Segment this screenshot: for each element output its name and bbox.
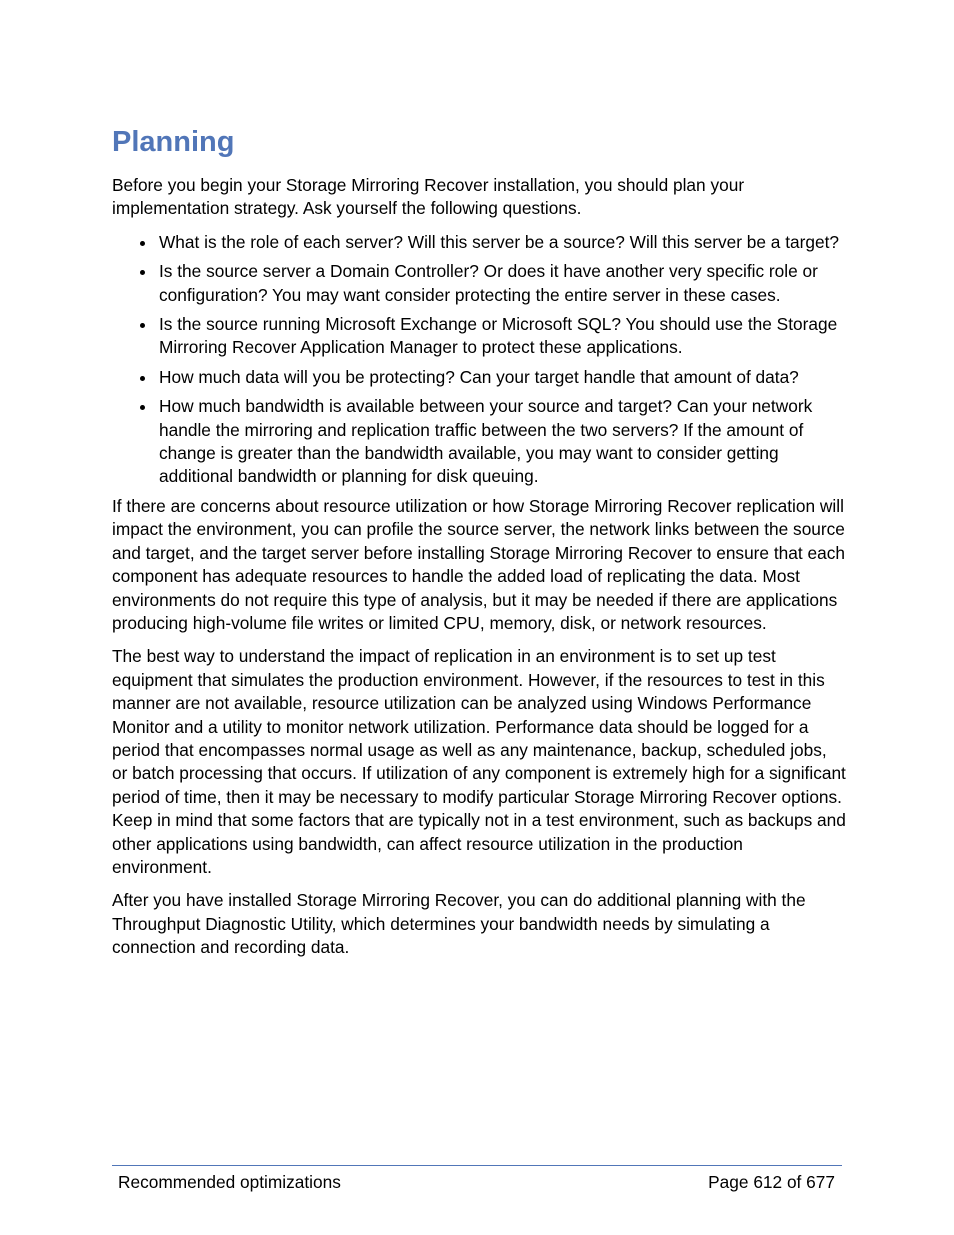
footer-section-title: Recommended optimizations (118, 1172, 341, 1192)
intro-paragraph: Before you begin your Storage Mirroring Recover installation, you should plan your implementation strategy. Ask yourself the following questions. (112, 175, 745, 219)
footer-page-number: Page 612 of 677 (708, 1172, 835, 1192)
list-item-text: How much bandwidth is available between your source and target? Can your network handle the mirroring and replication traffic between the two servers? If the amount of change is greater than the bandwidth available, you may want to consider getting additional bandwidth or planning for disk queuing. (159, 396, 813, 487)
list-item (112, 231, 846, 254)
bullet-icon (140, 323, 145, 328)
list-item-text: What is the role of each server? Will this server be a source? Will this server be a target? (159, 231, 840, 252)
list-item (112, 366, 846, 389)
bullet-icon (140, 270, 145, 275)
bullet-icon (140, 405, 145, 410)
body-paragraph: The best way to understand the impact of replication in an environment is to set up test equipment that simulates the production environment. However, if the resources to test in this manner are not available, resource utilization can be analyzed using Windows Performance Monitor and a utility to monitor network utilization. Performance data should be logged for a period that encompasses normal usage as well as any maintenance, backup, scheduled jobs, or batch processing that occurs. If utilization of any component is extremely high for a significant period of time, then it may be necessary to modify particular Storage Mirroring Recover options. Keep in mind that some factors that are typically not in a test environment, such as backups and other applications using bandwidth, can affect resource utilization in the production environment. (112, 646, 846, 877)
bullet-icon (140, 241, 145, 246)
body-paragraph: After you have installed Storage Mirroring Recover, you can do additional planning with the Throughput Diagnostic Utility, which determines your bandwidth needs by simulating a connection and recording data. (112, 890, 806, 958)
list-item (112, 313, 846, 360)
page-title: Planning (112, 126, 235, 158)
list-item-text: Is the source running Microsoft Exchange or Microsoft SQL? You should use the Storage Mirroring Recover Application Manager to protect these applications. (159, 314, 838, 358)
list-item-text: How much data will you be protecting? Can your target handle that amount of data? (159, 366, 799, 387)
list-item (112, 260, 846, 307)
list-item-text: Is the source server a Domain Controller? Or does it have another very specific role or configuration? You may want consider protecting the entire server in these cases. (159, 261, 818, 305)
body-paragraph: If there are concerns about resource utilization or how Storage Mirroring Recover replication will impact the environment, you can profile the source server, the network links between the source and target, and the target server before installing Storage Mirroring Recover to ensure that each component has adequate resources to handle the added load of replicating the data. Most environments do not require this type of analysis, but it may be needed if there are applications producing high-volume file writes or limited CPU, memory, disk, or network resources. (112, 495, 845, 633)
question-list (112, 231, 846, 489)
footer-divider (112, 1165, 842, 1166)
document-body (112, 174, 846, 970)
bullet-icon (140, 376, 145, 381)
list-item (112, 395, 846, 489)
